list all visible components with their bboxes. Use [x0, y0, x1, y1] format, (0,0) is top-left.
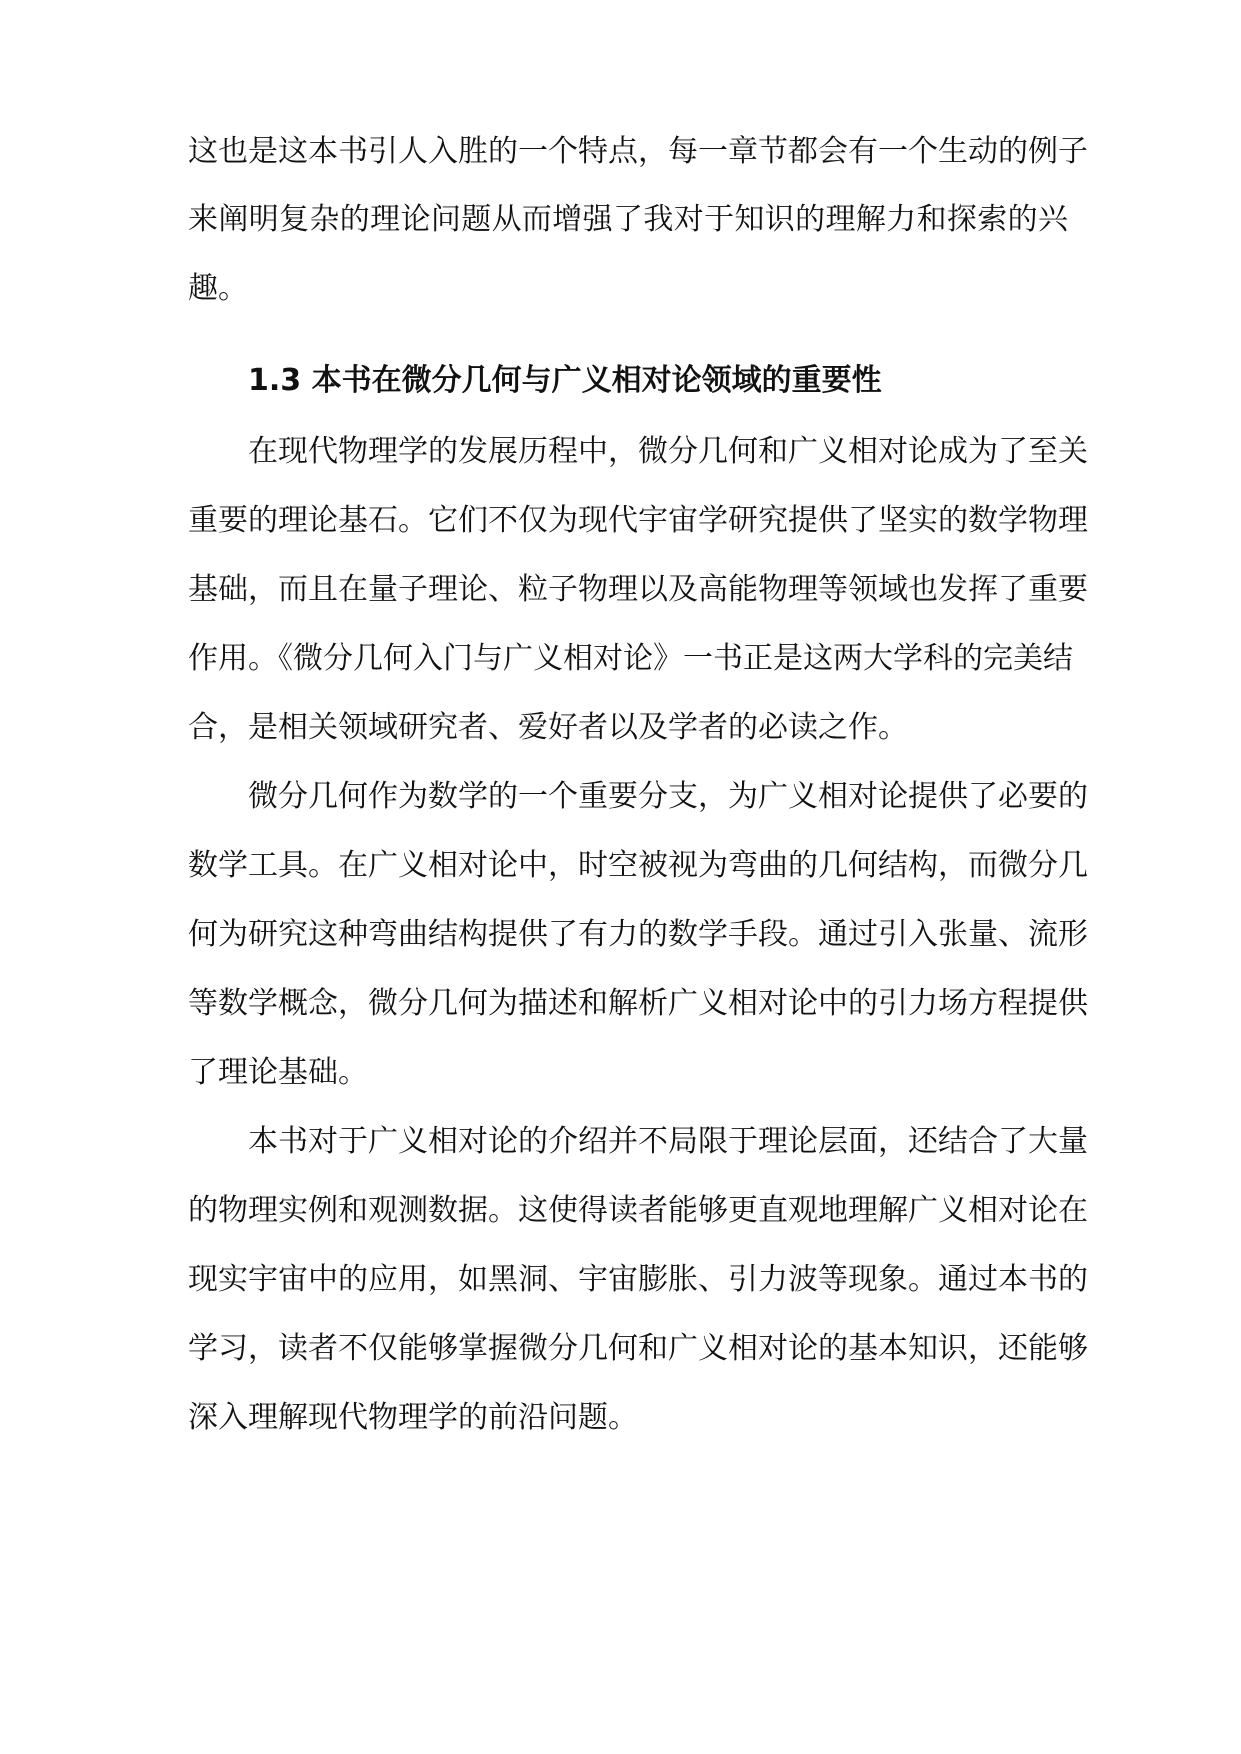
intro-paragraph-line: 趣。	[188, 271, 248, 306]
paragraph-3-line: 深入理解现代物理学的前沿问题。	[188, 1400, 638, 1435]
paragraph-3-line: 现实宇宙中的应用，如黑洞、宇宙膨胀、引力波等现象。通过本书的	[188, 1262, 1088, 1297]
paragraph-3-line: 本书对于广义相对论的介绍并不局限于理论层面，还结合了大量	[248, 1124, 1088, 1159]
paragraph-2-line: 微分几何作为数学的一个重要分支，为广义相对论提供了必要的	[248, 779, 1088, 814]
paragraph-1-line: 作用。《微分几何入门与广义相对论》一书正是这两大学科的完美结	[188, 641, 1073, 676]
intro-paragraph-line: 来阐明复杂的理论问题从而增强了我对于知识的理解力和探索的兴	[188, 202, 1068, 237]
paragraph-2-line: 了理论基础。	[188, 1055, 368, 1090]
paragraph-2-line: 数学工具。在广义相对论中，时空被视为弯曲的几何结构，而微分几	[188, 848, 1088, 883]
section-heading: 1.3 本书在微分几何与广义相对论领域的重要性	[248, 363, 882, 398]
paragraph-1-line: 重要的理论基石。它们不仅为现代宇宙学研究提供了坚实的数学物理	[188, 503, 1088, 538]
paragraph-1-line: 在现代物理学的发展历程中，微分几何和广义相对论成为了至关	[248, 434, 1088, 469]
paragraph-3-line: 的物理实例和观测数据。这使得读者能够更直观地理解广义相对论在	[188, 1193, 1088, 1228]
paragraph-3-line: 学习，读者不仅能够掌握微分几何和广义相对论的基本知识，还能够	[188, 1331, 1088, 1366]
paragraph-1-line: 合，是相关领域研究者、爱好者以及学者的必读之作。	[188, 710, 908, 745]
paragraph-2-line: 等数学概念，微分几何为描述和解析广义相对论中的引力场方程提供	[188, 986, 1088, 1021]
intro-paragraph-line: 这也是这本书引人入胜的一个特点，每一章节都会有一个生动的例子	[188, 134, 1088, 169]
paragraph-2-line: 何为研究这种弯曲结构提供了有力的数学手段。通过引入张量、流形	[188, 917, 1088, 952]
paragraph-1-line: 基础，而且在量子理论、粒子物理以及高能物理等领域也发挥了重要	[188, 572, 1088, 607]
